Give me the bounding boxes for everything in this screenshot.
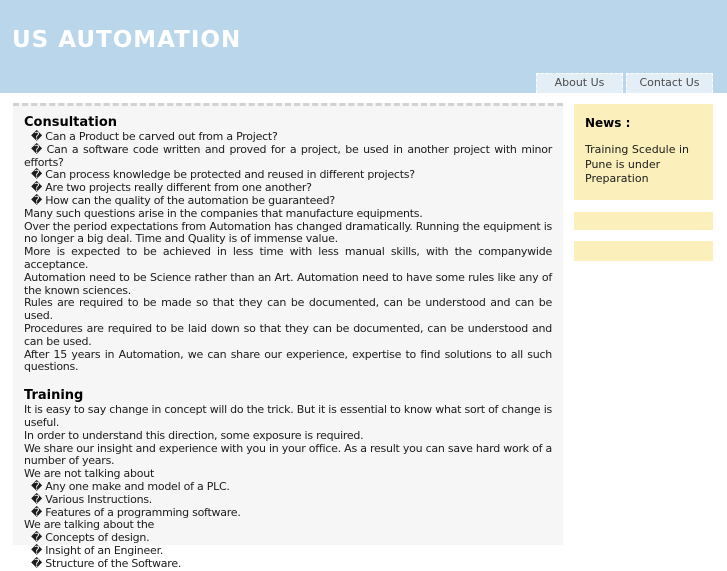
text-line: After 15 years in Automation, we can share our experience, expertise to find solutions to all such questions. [24,347,552,374]
text-line: We share our insight and experience with you in your office. As a result you can save hard work of a number of years. [24,441,552,468]
text-line: Over the period expectations from Automation has changed dramatically. Running the equipment is no longer a big deal. Time and Quality is of immense value. [24,219,552,246]
news-panel [574,104,713,200]
yellow-strip [574,212,713,230]
text-line: Procedures are required to be laid down so that they can be documented, can be understood and can be used. [24,321,552,348]
bullet-line: � Are two projects really different from one another? [31,181,312,195]
bullet-line: � Can a Product be carved out from a Project? [31,130,278,143]
tab-contact-us[interactable]: Contact Us [626,73,713,93]
bullet-line: � Concepts of design. [31,531,150,545]
heading-consultation: Consultation [24,115,118,130]
bullet-line: � Can process knowledge be protected and reused in different projects? [31,168,415,182]
text-line: Many such questions arise in the companies that manufacture equipments. [24,206,423,220]
page-title: US AUTOMATION [12,27,242,53]
text-line: More is expected to be achieved in less time with less manual skills, with the companywide acceptance. [24,245,552,271]
bullet-line: � Various Instructions. [31,492,153,506]
text-line: We are not talking about [24,467,155,481]
bullet-line: � Any one make and model of a PLC. [31,479,230,493]
text-line: In order to understand this direction, some exposure is required. [24,428,364,442]
nav-tabs [533,73,713,93]
tab-about-us[interactable]: About Us [536,73,623,93]
text-line: It is easy to say change in concept will do the trick. But it is essential to know what sort of change is useful. [24,403,552,429]
bullet-line: � How can the quality of the automation be guaranteed? [31,193,335,207]
text-line: Automation need to be Science rather than an Art. Automation need to have some rules like any of the known sciences. [24,270,552,297]
yellow-strip [574,241,713,261]
main-content [13,103,563,570]
bullet-line: � Features of a programming software. [31,505,241,519]
bullet-line: � Can a software code written and proved for a project, be used in another project with minor efforts? [24,142,552,169]
text-line: Rules are required to be made so that they can be documented, can be understood and can be used. [24,296,552,323]
news-body: Training Scedule in Pune is under Preparation [585,143,690,185]
heading-training: Training [24,388,84,404]
bullet-line: � Insight of an Engineer. [31,543,164,557]
text-line: We are talking about the [24,518,155,532]
news-title: News : [585,116,631,130]
bullet-line: � Structure of the Software. [31,556,182,570]
header [0,0,727,93]
